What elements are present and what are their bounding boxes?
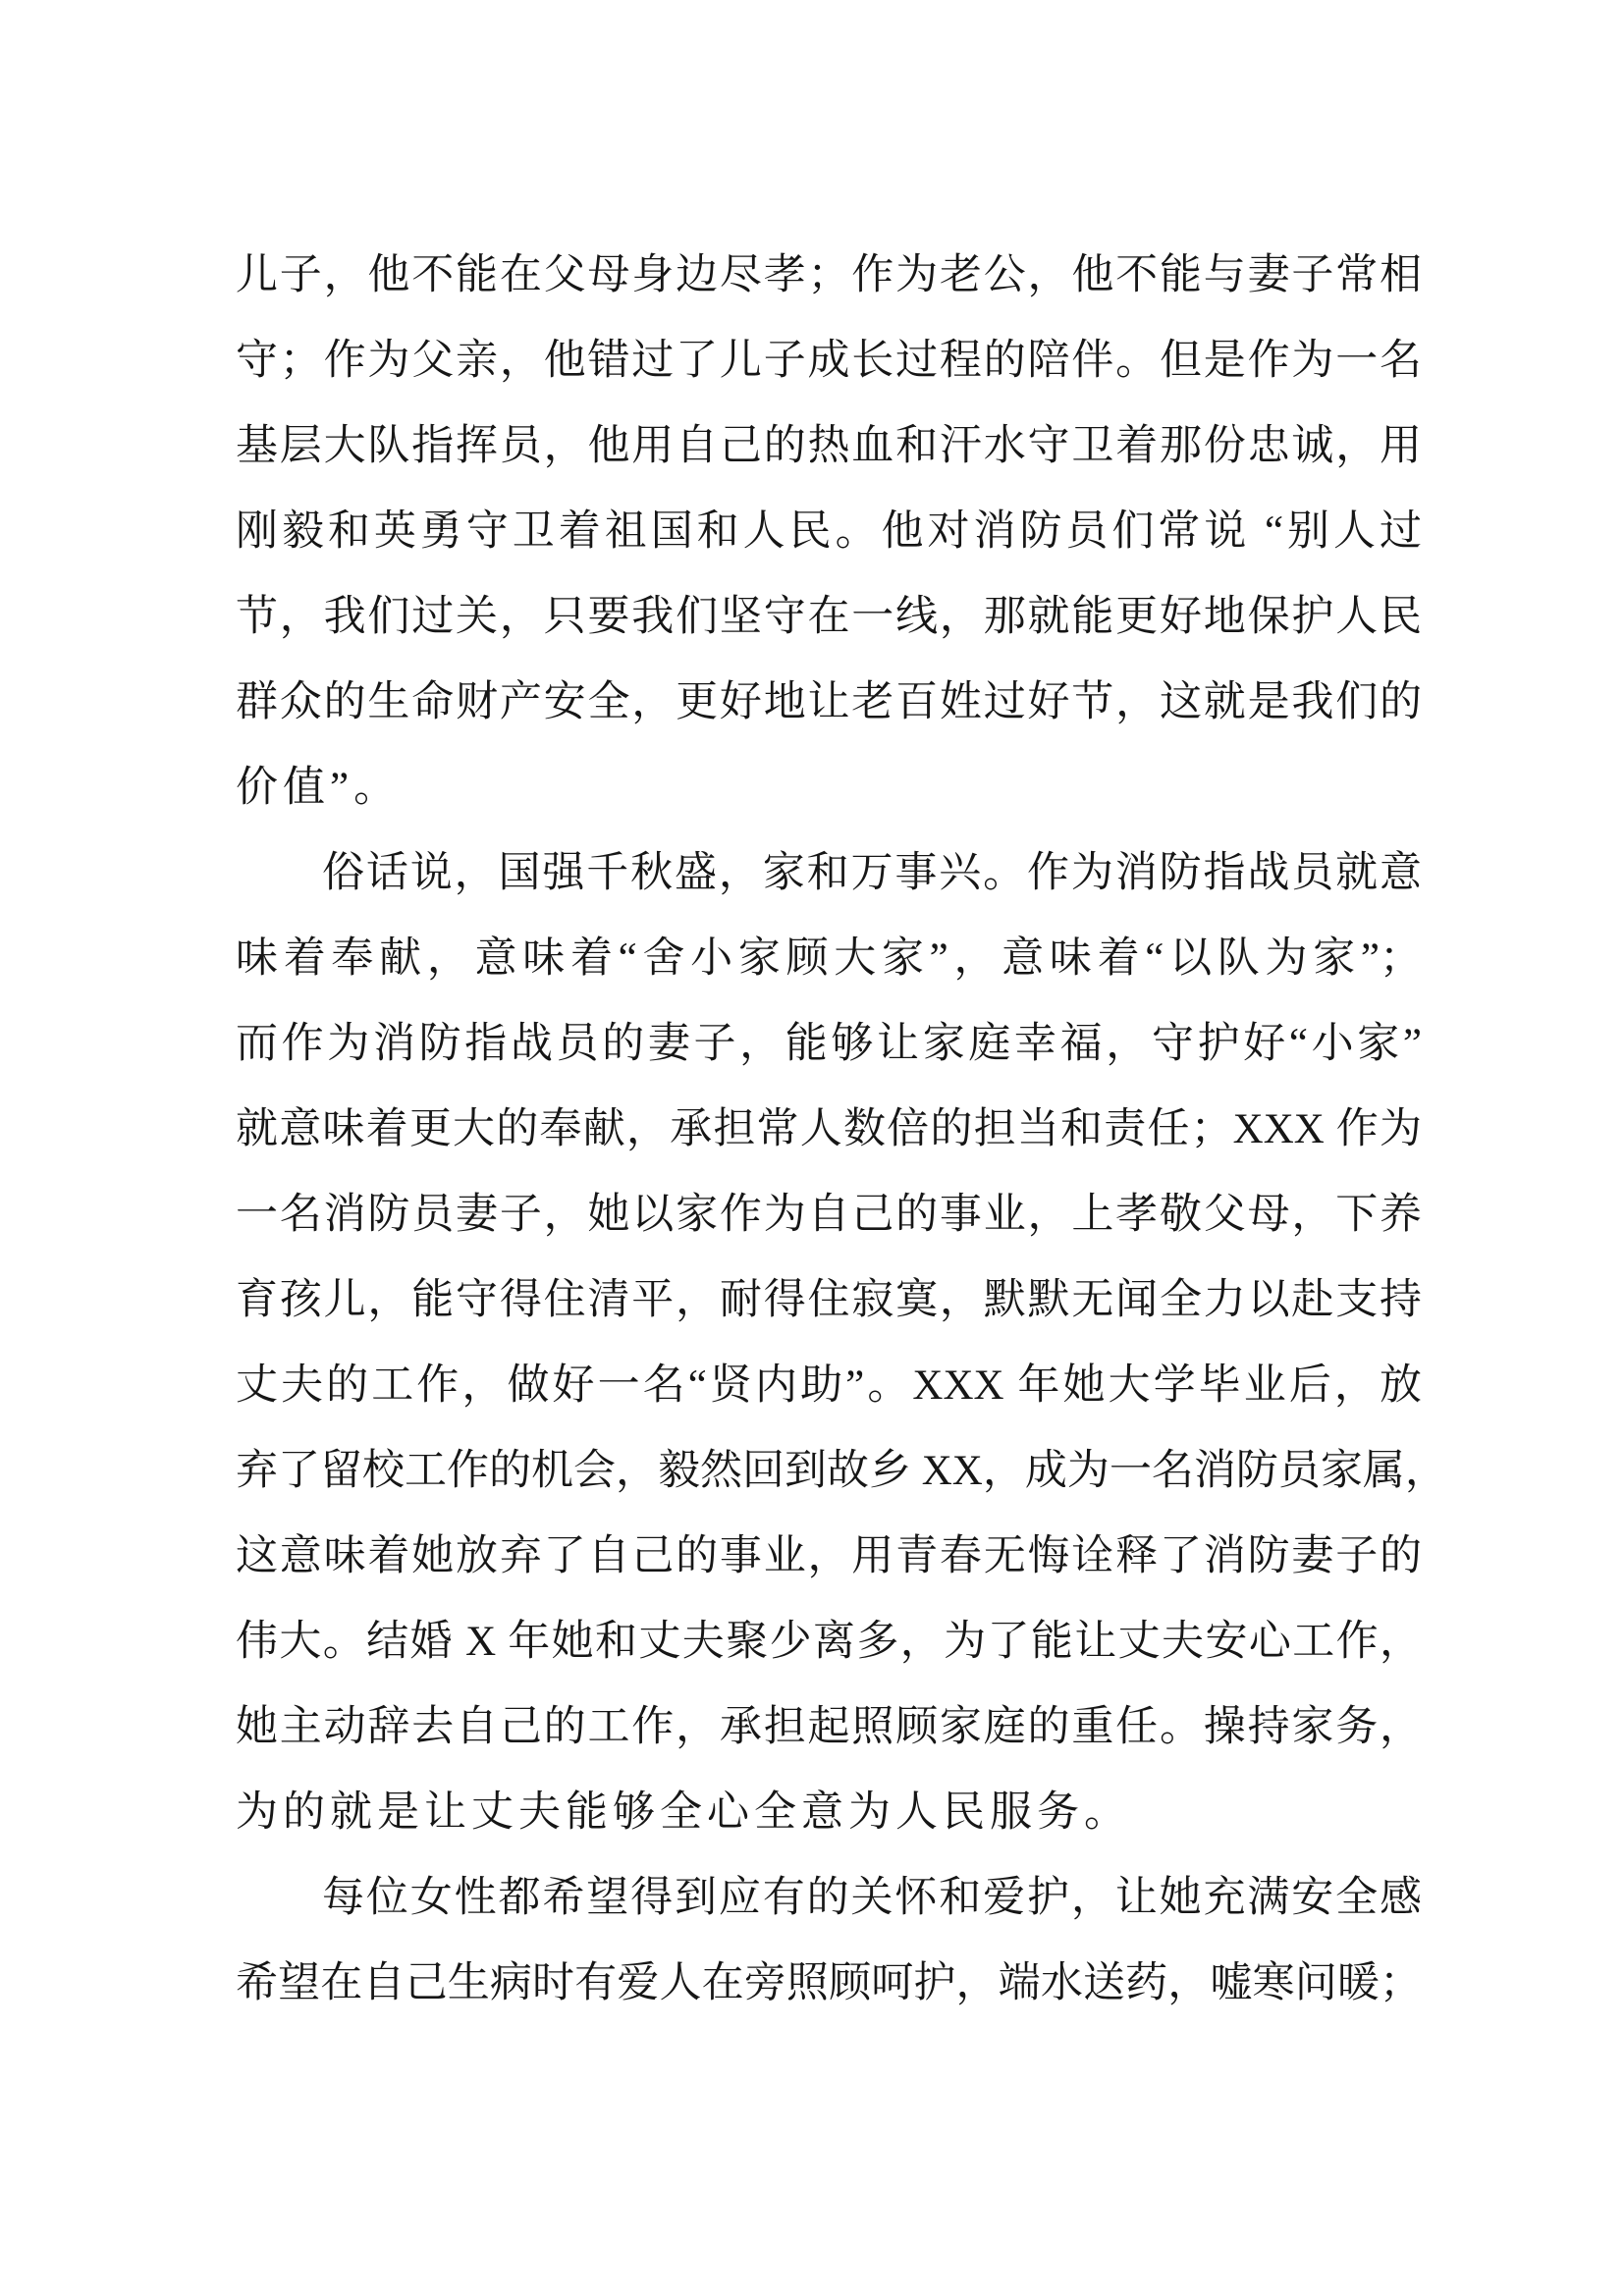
text-line: 她主动辞去自己的工作，承担起照顾家庭的重任。操持家务， — [236, 1704, 1422, 1750]
text-line: 每位女性都希望得到应有的关怀和爱护，让她充满安全感 — [322, 1875, 1422, 1921]
text-line: 群众的生命财产安全，更好地让老百姓过好节，这就是我们的 — [236, 679, 1422, 725]
text-line: 味着奉献，意味着“舍小家顾大家”，意味着“以队为家”； — [236, 935, 1422, 982]
text-line: 希望在自己生病时有爱人在旁照顾呵护，端水送药，嘘寒问暖； — [236, 1960, 1422, 2006]
text-line: 伟大。结婚 X 年她和丈夫聚少离多，为了能让丈夫安心工作， — [236, 1619, 1422, 1665]
text-line: 儿子，他不能在父母身边尽孝；作为老公，他不能与妻子常相 — [236, 252, 1422, 298]
text-line: 这意味着她放弃了自己的事业，用青春无悔诠释了消防妻子的 — [236, 1533, 1422, 1579]
text-line: 育孩儿，能守得住清平，耐得住寂寞，默默无闻全力以赴支持 — [236, 1277, 1422, 1323]
text-line: 弃了留校工作的机会，毅然回到故乡 XX，成为一名消防员家属， — [236, 1448, 1447, 1494]
text-line: 俗话说，国强千秋盛，家和万事兴。作为消防指战员就意 — [322, 850, 1422, 896]
text-line: 守；作为父亲，他错过了儿子成长过程的陪伴。但是作为一名 — [236, 338, 1422, 384]
text-line: 为的就是让丈夫能够全心全意为人民服务。 — [236, 1789, 1131, 1836]
text-line: 丈夫的工作，做好一名“贤内助”。XXX 年她大学毕业后，放 — [236, 1362, 1422, 1409]
text-line: 节，我们过关，只要我们坚守在一线，那就能更好地保护人民 — [236, 594, 1422, 640]
text-line: 价值”。 — [236, 765, 402, 811]
text-line: 基层大队指挥员，他用自己的热血和汗水守卫着那份忠诚，用 — [236, 423, 1422, 469]
document-body — [236, 233, 1447, 2026]
text-line: 就意味着更大的奉献，承担常人数倍的担当和责任；XXX 作为 — [236, 1106, 1422, 1152]
text-line: 一名消防员妻子，她以家作为自己的事业，上孝敬父母，下养 — [236, 1192, 1422, 1238]
text-line: 而作为消防指战员的妻子，能够让家庭幸福，守护好“小家” — [236, 1021, 1422, 1067]
text-line: 刚毅和英勇守卫着祖国和人民。他对消防员们常说 “别人过 — [236, 508, 1422, 555]
